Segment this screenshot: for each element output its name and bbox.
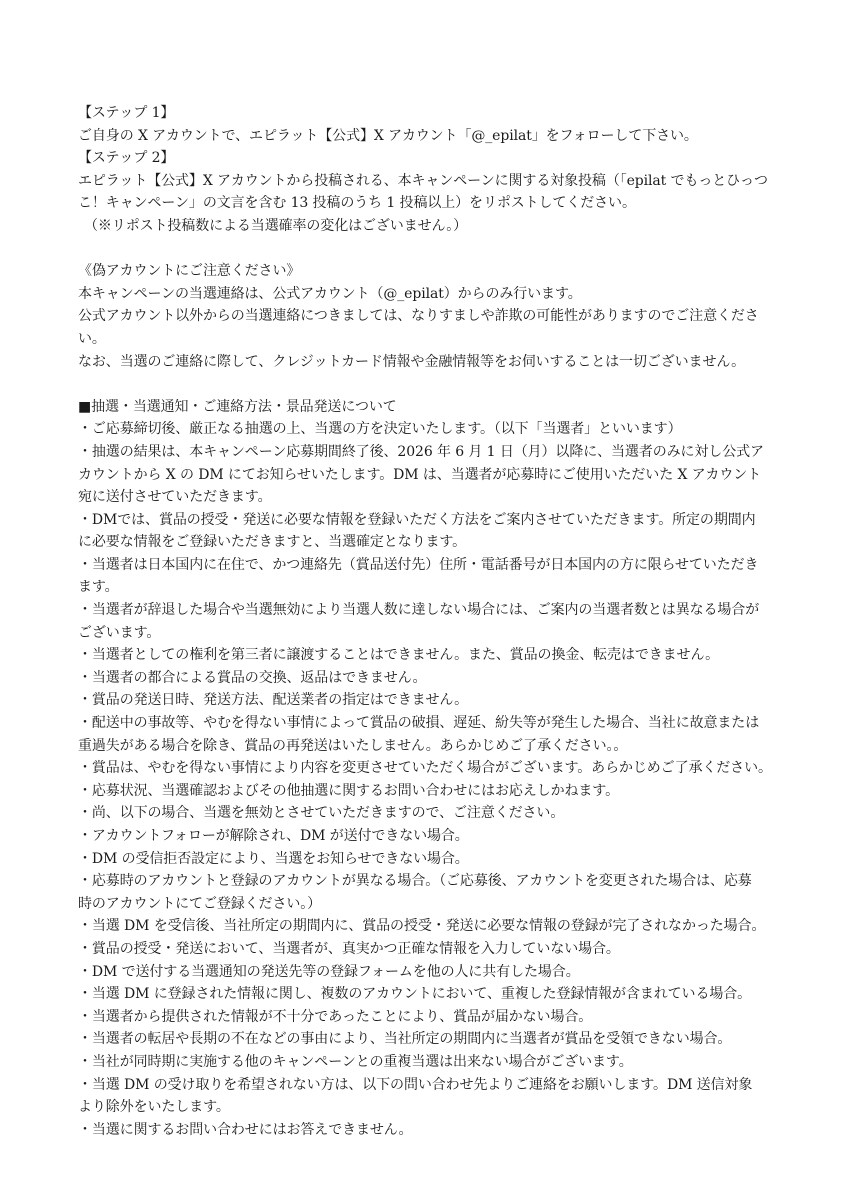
lottery-line: ・当選者から提供された情報が不十分であったことにより、賞品が届かない場合。 [78,1008,593,1025]
lottery-line: ・当選者が辞退した場合や当選無効により当選人数に達しない場合には、ご案内の当選者数とは異なる場合が [78,602,760,619]
lottery-line: ・抽選の結果は、本キャンペーン応募期間終了後、2026 年 6 月 1 日（月）以降に、当選者のみに対し公式ア [78,443,764,460]
section-spacer [78,238,783,261]
lottery-line: ・当選者としての権利を第三者に譲渡することはできません。また、賞品の換金、転売はできません。 [78,647,720,664]
fake-account-line: い。 [78,330,106,347]
lottery-line: ・DM で送付する当選通知の発送先等の登録フォームを他の人に共有した場合。 [78,963,580,980]
lottery-line: ・当選 DM を受信後、当社所定の期間内に、賞品の授受・発送に必要な情報の登録が完了されなかった場合。 [78,918,766,935]
lottery-line: カウントから X の DM にてお知らせいたします。DM は、当選者が応募時にご使用いただいた X アカウント [78,466,762,483]
lottery-section [78,396,783,1142]
fake-account-heading: 《偽アカウントにご注意ください》 [78,263,301,280]
lottery-line: ・応募時のアカウントと登録のアカウントが異なる場合。（ご応募後、アカウントを変更された場合は、応募 [78,873,752,890]
fake-account-line: 公式アカウント以外からの当選連絡につきましては、なりすましや詐欺の可能性がありますのでご注意くださ [78,308,759,325]
lottery-line: 重過失がある場合を除き、賞品の再発送はいたしません。あらかじめご了承ください。。 [78,737,628,754]
lottery-line: ・当選に関するお問い合わせにはお答えできません。 [78,1121,413,1138]
lottery-line: に必要な情報をご登録いただきますと、当選確定となります。 [78,534,467,551]
lottery-line: ・賞品の授受・発送において、当選者が、真実かつ正確な情報を入力していない場合。 [78,940,620,957]
section-spacer [78,373,783,396]
lottery-line: 宛に送付させていただきます。 [78,489,272,506]
lottery-line: ・賞品の発送日時、発送方法、配送業者の指定はできません。 [78,692,469,709]
lottery-line: ・当社が同時期に実施する他のキャンペーンとの重複当選は出来ない場合がございます。 [78,1053,633,1070]
fake-account-line: なお、当選のご連絡に際して、クレジットカード情報や金融情報等をお伺いすることは一切ございません。 [78,353,745,370]
lottery-line: ・尚、以下の場合、当選を無効とさせていただきますので、ご注意ください。 [78,805,565,822]
lottery-line: ・当選者の都合による賞品の交換、返品はできません。 [78,669,427,686]
step2-text-line1: エピラット【公式】X アカウントから投稿される、本キャンペーンに関する対象投稿（「epilat でもっとひっつ [78,172,768,189]
steps-section [78,102,783,238]
step1-heading: 【ステップ 1】 [78,105,175,121]
lottery-lines [78,418,783,1141]
lottery-line: ・応募状況、当選確認およびその他抽選に関するお問い合わせにはお応えしかねます。 [78,782,619,799]
fake-account-line: 本キャンペーンの当選連絡は、公式アカウント（@_epilat）からのみ行います。 [78,285,582,302]
document-page [78,102,783,1141]
lottery-line: ます。 [78,579,119,596]
lottery-line: ・DMでは、賞品の授受・発送に必要な情報を登録いただく方法をご案内させていただきます。所定の期間内 [78,511,756,528]
lottery-line: ・当選者は日本国内に在住で、かつ連絡先（賞品送付先）住所・電話番号が日本国内の方に限らせていただき [78,556,759,573]
step1-text: ご自身の X アカウントで、エピラット【公式】X アカウント「@_epilat」をフォローして下さい。 [78,127,698,144]
step2-heading: 【ステップ 2】 [78,150,175,167]
step2-note: （※リポスト投稿数による当選確率の変化はございません。） [84,217,468,234]
lottery-line: ・DM の受信拒否設定により、当選をお知らせできない場合。 [78,850,469,867]
lottery-line: ・ご応募締切後、厳正なる抽選の上、当選の方を決定いたします。（以下「当選者」といいます） [78,421,682,438]
step2-text-line2: こ！キャンペーン」の文言を含む 13 投稿のうち 1 投稿以上）をリポストしてください。 [78,195,636,212]
lottery-line: ・賞品は、やむを得ない事情により内容を変更させていただく場合がございます。あらかじめご了承ください。 [78,760,772,777]
lottery-line: ・当選者の転居や長期の不在などの事由により、当社所定の期間内に当選者が賞品を受領できない場合。 [78,1031,732,1048]
lottery-line: 時のアカウントにてご登録ください。） [78,895,322,912]
lottery-line: ・当選 DM に登録された情報に関し、複数のアカウントにおいて、重複した登録情報が含まれている場合。 [78,986,752,1003]
lottery-line: ・配送中の事故等、やむを得ない事情によって賞品の破損、遅延、紛失等が発生した場合、当社に故意または [78,715,760,732]
lottery-heading: ■抽選・当選通知・ご連絡方法・景品発送について [78,398,397,415]
lottery-line: ございます。 [78,624,161,641]
lottery-line: ・アカウントフォローが解除され、DM が送付できない場合。 [78,828,469,844]
fake-account-warning-section [78,260,783,373]
lottery-line: より除外をいたします。 [78,1099,230,1116]
lottery-line: ・当選 DM の受け取りを希望されない方は、以下の問い合わせ先よりご連絡をお願いします。DM 送信対象 [78,1076,753,1093]
